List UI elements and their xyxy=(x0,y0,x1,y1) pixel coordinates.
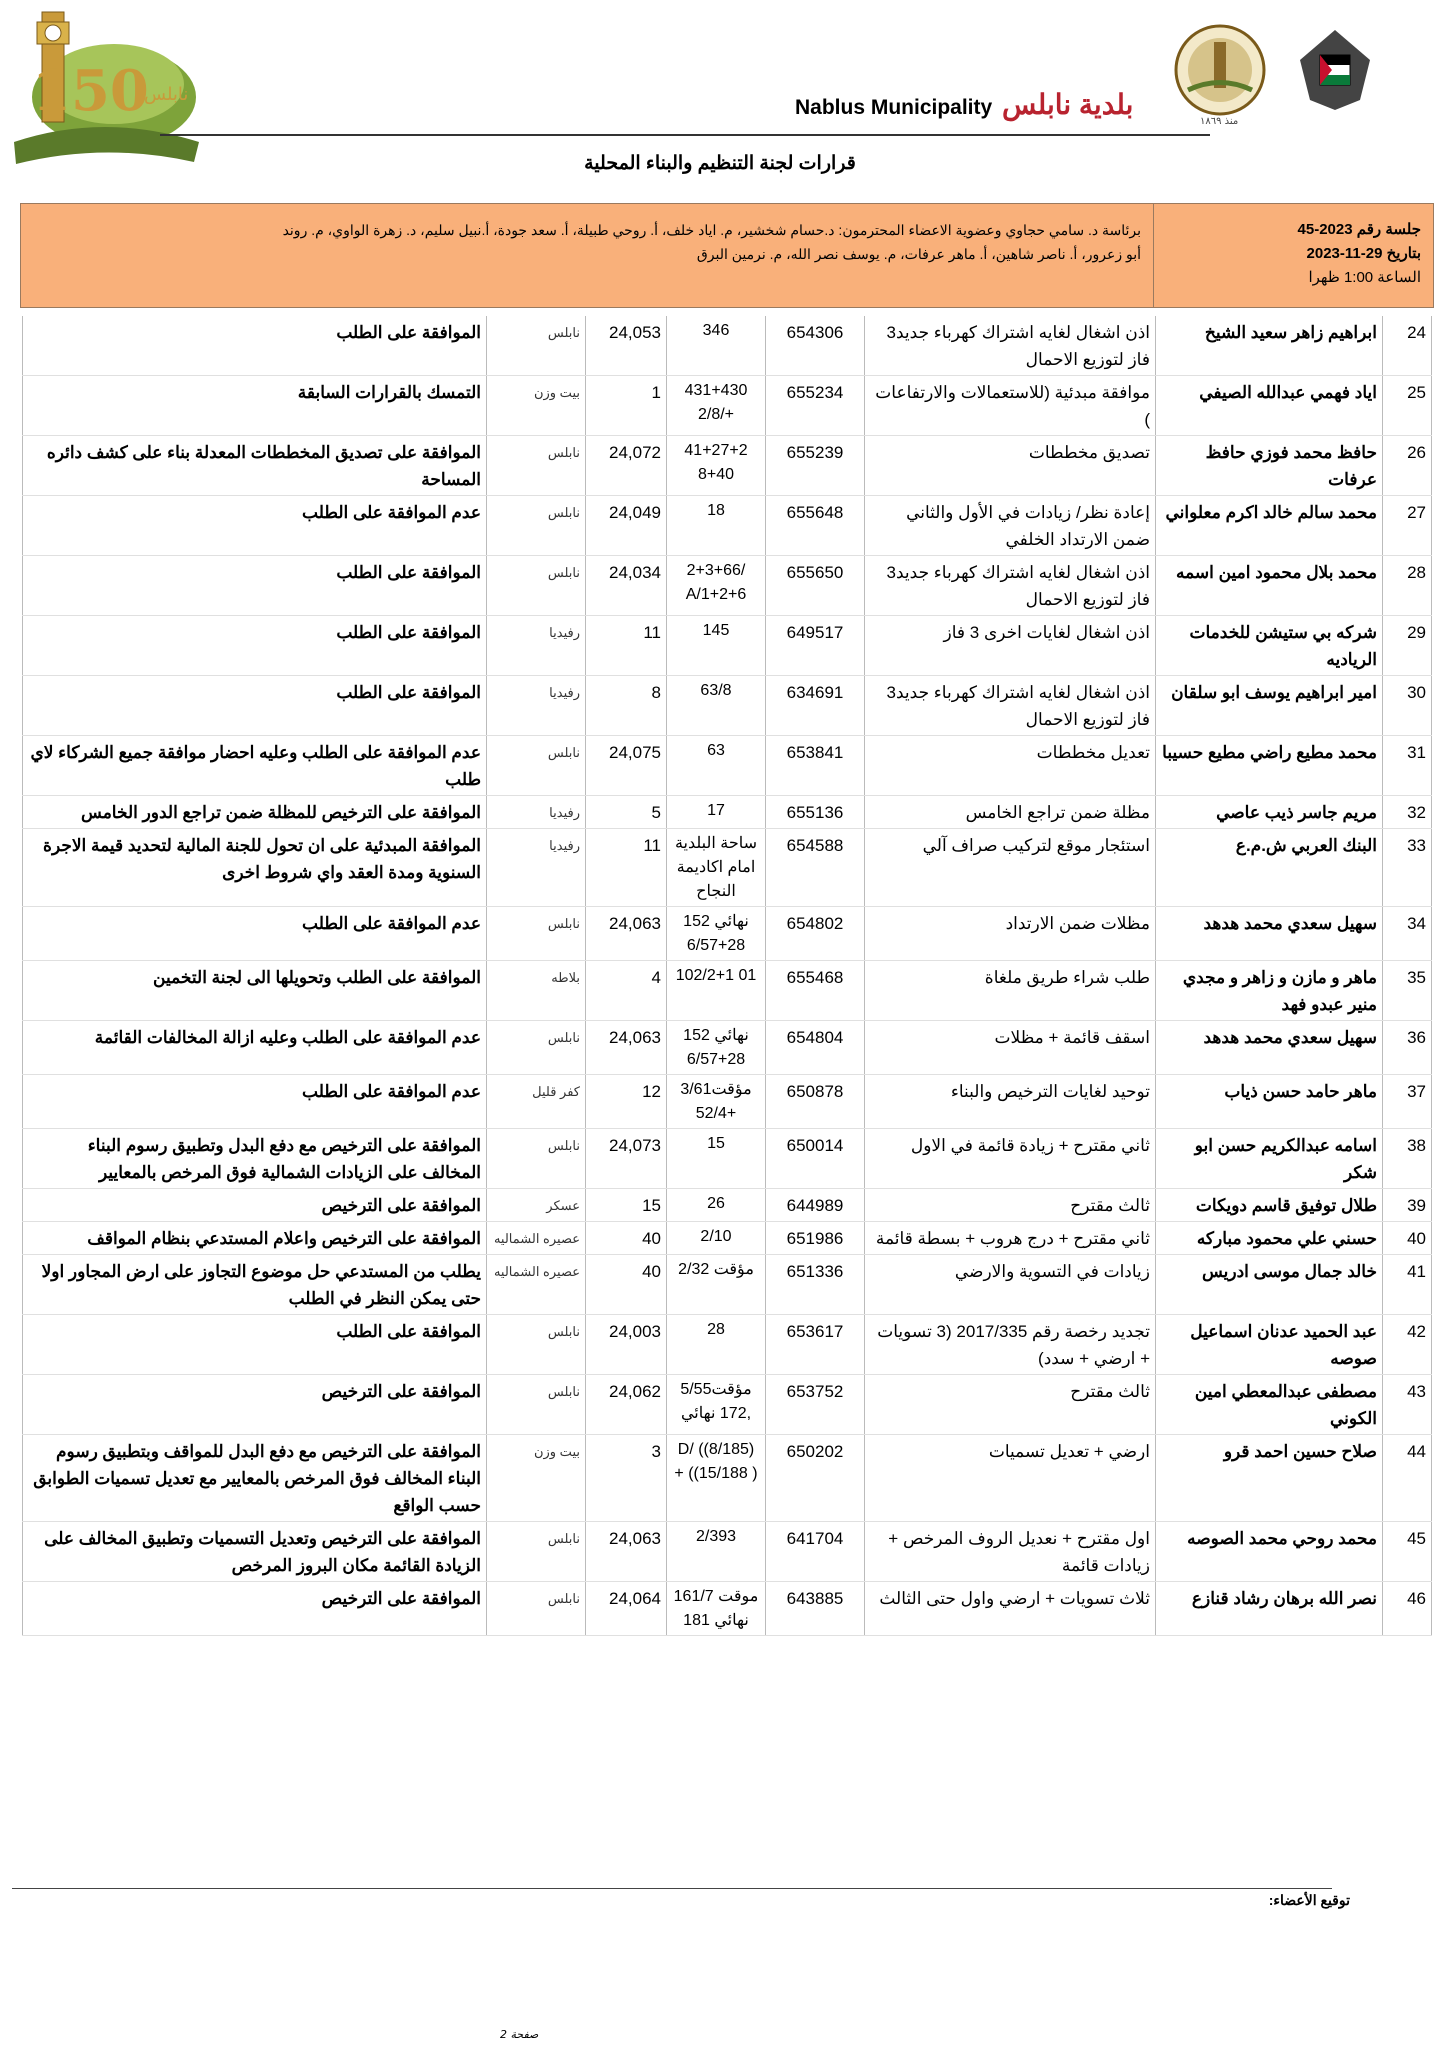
request-number: 650878 xyxy=(766,1075,865,1129)
brand-arabic: بلدية نابلس xyxy=(1002,89,1134,120)
basin-number: 24,063 xyxy=(586,1522,667,1582)
basin-number: 24,063 xyxy=(586,1021,667,1075)
request-number: 651986 xyxy=(766,1222,865,1255)
document-title: قرارات لجنة التنظيم والبناء المحلية xyxy=(584,153,856,174)
area-name: نابلس xyxy=(487,1522,586,1582)
parcel-number: 2/32 مؤقت xyxy=(667,1255,766,1315)
table-row xyxy=(23,316,1432,376)
basin-number: 3 xyxy=(586,1435,667,1522)
basin-number: 40 xyxy=(586,1222,667,1255)
session-time: الساعة 1:00 ظهرا xyxy=(1308,269,1421,286)
decisions-table-body xyxy=(23,316,1432,1636)
members-line-1: برئاسة د. سامي حجاوي وعضوية الاعضاء المحترمون: د.حسام شخشير، م. اياد خلف، أ. روحي طبيلة، أ. سعد جودة، أ.نبيل سليم، د. زهرة الواوي، م. روند xyxy=(282,222,1141,238)
basin-number: 24,062 xyxy=(586,1375,667,1435)
applicant-name: خالد جمال موسى ادريس xyxy=(1156,1255,1383,1315)
request-description: موافقة مبدئية (للاستعمالات والارتفاعات ) xyxy=(865,376,1156,436)
parcel-number: 18 xyxy=(667,496,766,556)
parcel-number: 41+27+2 8+40 xyxy=(667,436,766,496)
members-line-2: أبو زعرور، أ. ناصر شاهين، أ. ماهر عرفات، م. يوسف نصر الله، م. نرمين البرق xyxy=(696,246,1141,262)
basin-number: 5 xyxy=(586,796,667,829)
parcel-number: 26 xyxy=(667,1189,766,1222)
request-description: مظلات ضمن الارتداد xyxy=(865,907,1156,961)
basin-number: 12 xyxy=(586,1075,667,1129)
request-number: 653752 xyxy=(766,1375,865,1435)
request-description: ثاني مقترح + درج هروب + بسطة قائمة xyxy=(865,1222,1156,1255)
parcel-number: 63 xyxy=(667,736,766,796)
request-number: 655239 xyxy=(766,436,865,496)
request-description: ارضي + تعديل تسميات xyxy=(865,1435,1156,1522)
table-row xyxy=(23,1435,1432,1522)
parcel-number: 152 نهائي 28+6/57 xyxy=(667,907,766,961)
area-name: رفيديا xyxy=(487,829,586,907)
signatures-label: توقيع الأعضاء: xyxy=(1268,1892,1350,1908)
committee-decision: الموافقة على الترخيص xyxy=(23,1189,487,1222)
committee-decision: التمسك بالقرارات السابقة xyxy=(23,376,487,436)
applicant-name: محمد سالم خالد اكرم معلواني xyxy=(1156,496,1383,556)
area-name: رفيديا xyxy=(487,616,586,676)
basin-number: 4 xyxy=(586,961,667,1021)
applicant-name: محمد روحي محمد الصوصه xyxy=(1156,1522,1383,1582)
applicant-name: صلاح حسين احمد قرو xyxy=(1156,1435,1383,1522)
area-name: كفر قليل xyxy=(487,1075,586,1129)
table-row xyxy=(23,1582,1432,1636)
applicant-name: مريم جاسر ذيب عاصي xyxy=(1156,796,1383,829)
request-number: 655136 xyxy=(766,796,865,829)
session-info xyxy=(20,203,1434,308)
basin-number: 24,049 xyxy=(586,496,667,556)
brand-name xyxy=(795,88,1175,118)
committee-decision: الموافقة على الطلب وتحويلها الى لجنة التخمين xyxy=(23,961,487,1021)
table-row xyxy=(23,1129,1432,1189)
committee-decision: عدم الموافقة على الطلب xyxy=(23,496,487,556)
table-row xyxy=(23,1375,1432,1435)
area-name: نابلس xyxy=(487,556,586,616)
session-date: بتاريخ 29-11-2023 xyxy=(1306,245,1421,262)
area-name: نابلس xyxy=(487,736,586,796)
request-description: ثالث مقترح xyxy=(865,1189,1156,1222)
committee-decision: الموافقة المبدئية على ان تحول للجنة المالية لتحديد قيمة الاجرة السنوية ومدة العقد واي شروط اخرى xyxy=(23,829,487,907)
request-description: تعديل مخططات xyxy=(865,736,1156,796)
applicant-name: محمد مطيع راضي مطيع حسيبا xyxy=(1156,736,1383,796)
committee-decision: عدم الموافقة على الطلب xyxy=(23,1075,487,1129)
table-row xyxy=(23,1021,1432,1075)
area-name: بلاطه xyxy=(487,961,586,1021)
area-name: نابلس xyxy=(487,1021,586,1075)
committee-decision: عدم الموافقة على الطلب وعليه ازالة المخالفات القائمة xyxy=(23,1021,487,1075)
applicant-name: سهيل سعدي محمد هدهد xyxy=(1156,1021,1383,1075)
applicant-name: اسامه عبدالكريم حسن ابو شكر xyxy=(1156,1129,1383,1189)
committee-decision: الموافقة على الترخيص واعلام المستدعي بنظام المواقف xyxy=(23,1222,487,1255)
area-name: رفيديا xyxy=(487,676,586,736)
row-number: 31 xyxy=(1383,736,1432,796)
request-number: 655650 xyxy=(766,556,865,616)
area-name: بيت وزن xyxy=(487,376,586,436)
request-description: اذن اشغال لغايه اشتراك كهرباء جديد3 فاز لتوزيع الاحمال xyxy=(865,676,1156,736)
committee-decision: الموافقة على الطلب xyxy=(23,1315,487,1375)
committee-decision: الموافقة على الترخيص وتعديل التسميات وتطبيق المخالف على الزيادة القائمة مكان البروز المرخص xyxy=(23,1522,487,1582)
table-row xyxy=(23,556,1432,616)
area-name: نابلس xyxy=(487,316,586,376)
basin-number: 24,064 xyxy=(586,1582,667,1636)
row-number: 43 xyxy=(1383,1375,1432,1435)
applicant-name: سهيل سعدي محمد هدهد xyxy=(1156,907,1383,961)
request-number: 643885 xyxy=(766,1582,865,1636)
request-number: 653617 xyxy=(766,1315,865,1375)
row-number: 42 xyxy=(1383,1315,1432,1375)
row-number: 33 xyxy=(1383,829,1432,907)
applicant-name: ابراهيم زاهر سعيد الشيخ xyxy=(1156,316,1383,376)
parcel-number: 3/61مؤقت 52/4+ xyxy=(667,1075,766,1129)
basin-number: 24,063 xyxy=(586,907,667,961)
request-number: 634691 xyxy=(766,676,865,736)
basin-number: 24,034 xyxy=(586,556,667,616)
parcel-number: 2/393 xyxy=(667,1522,766,1582)
svg-text:150: 150 xyxy=(32,58,149,124)
parcel-number: 431+430 2/8/+ xyxy=(667,376,766,436)
table-row xyxy=(23,736,1432,796)
request-number: 655234 xyxy=(766,376,865,436)
parcel-number: 5/55مؤقت ,172 نهائي xyxy=(667,1375,766,1435)
request-number: 654306 xyxy=(766,316,865,376)
nablus-seal-icon xyxy=(1170,20,1270,120)
committee-decision: الموافقة على الطلب xyxy=(23,616,487,676)
applicant-name: شركه بي ستيشن للخدمات الرياديه xyxy=(1156,616,1383,676)
parcel-number: 102/2+1 01 xyxy=(667,961,766,1021)
request-description: ثلاث تسويات + ارضي واول حتى الثالث xyxy=(865,1582,1156,1636)
applicant-name: حافظ محمد فوزي حافظ عرفات xyxy=(1156,436,1383,496)
table-row xyxy=(23,1189,1432,1222)
request-description: استئجار موقع لتركيب صراف آلي xyxy=(865,829,1156,907)
row-number: 29 xyxy=(1383,616,1432,676)
request-description: ثالث مقترح xyxy=(865,1375,1156,1435)
request-description: توحيد لغايات الترخيص والبناء xyxy=(865,1075,1156,1129)
footer-divider xyxy=(12,1888,1332,1889)
page-number: صفحة 2 xyxy=(500,2028,539,2041)
applicant-name: امير ابراهيم يوسف ابو سلقان xyxy=(1156,676,1383,736)
applicant-name: مصطفى عبدالمعطي امين الكوني xyxy=(1156,1375,1383,1435)
committee-decision: الموافقة على تصديق المخططات المعدلة بناء على كشف دائره المساحة xyxy=(23,436,487,496)
committee-decision: الموافقة على الترخيص للمظلة ضمن تراجع الدور الخامس xyxy=(23,796,487,829)
area-name: عصيره الشماليه xyxy=(487,1255,586,1315)
parcel-number: 63/8 xyxy=(667,676,766,736)
session-members xyxy=(181,218,1141,266)
request-number: 655468 xyxy=(766,961,865,1021)
area-name: نابلس xyxy=(487,907,586,961)
row-number: 36 xyxy=(1383,1021,1432,1075)
parcel-number: 28 xyxy=(667,1315,766,1375)
basin-number: 15 xyxy=(586,1189,667,1222)
palestine-eagle-emblem xyxy=(1280,20,1390,120)
request-description: اذن اشغال لغايه اشتراك كهرباء جديد3 فاز لتوزيع الاحمال xyxy=(865,556,1156,616)
table-row xyxy=(23,1075,1432,1129)
request-description: اذن اشغال لغايات اخرى 3 فاز xyxy=(865,616,1156,676)
table-row xyxy=(23,1315,1432,1375)
area-name: رفيديا xyxy=(487,796,586,829)
table-row xyxy=(23,796,1432,829)
basin-number: 8 xyxy=(586,676,667,736)
area-name: بيت وزن xyxy=(487,1435,586,1522)
table-row xyxy=(23,436,1432,496)
table-row xyxy=(23,961,1432,1021)
table-row xyxy=(23,829,1432,907)
request-description: إعادة نظر/ زيادات في الأول والثاني ضمن الارتداد الخلفي xyxy=(865,496,1156,556)
committee-decision: الموافقة على الترخيص xyxy=(23,1582,487,1636)
table-row xyxy=(23,1255,1432,1315)
request-description: تجديد رخصة رقم 2017/335 (3 تسويات + ارضي + سدد) xyxy=(865,1315,1156,1375)
request-description: ثاني مقترح + زيادة قائمة في الاول xyxy=(865,1129,1156,1189)
applicant-name: ماهر و مازن و زاهر و مجدي منير عبدو فهد xyxy=(1156,961,1383,1021)
basin-number: 24,003 xyxy=(586,1315,667,1375)
committee-decision: الموافقة على الطلب xyxy=(23,556,487,616)
session-meta xyxy=(1153,204,1433,307)
area-name: نابلس xyxy=(487,1315,586,1375)
committee-decision: الموافقة على الترخيص مع دفع البدل للمواقف وبتطبيق رسوم البناء المخالف فوق المرخص بالمعايير مع تعديل تسميات الطوابق حسب الواقع xyxy=(23,1435,487,1522)
request-number: 651336 xyxy=(766,1255,865,1315)
request-description: تصديق مخططات xyxy=(865,436,1156,496)
row-number: 30 xyxy=(1383,676,1432,736)
request-number: 654588 xyxy=(766,829,865,907)
parcel-number: 152 نهائي 28+6/57 xyxy=(667,1021,766,1075)
request-number: 649517 xyxy=(766,616,865,676)
request-number: 650202 xyxy=(766,1435,865,1522)
applicant-name: اياد فهمي عبدالله الصيفي xyxy=(1156,376,1383,436)
basin-number: 1 xyxy=(586,376,667,436)
committee-decision: الموافقة على الطلب xyxy=(23,676,487,736)
area-name: نابلس xyxy=(487,1129,586,1189)
applicant-name: البنك العربي ش.م.ع xyxy=(1156,829,1383,907)
request-description: مظلة ضمن تراجع الخامس xyxy=(865,796,1156,829)
applicant-name: عبد الحميد عدنان اسماعيل صوصه xyxy=(1156,1315,1383,1375)
decisions-table xyxy=(22,316,1432,1636)
applicant-name: حسني علي محمود مباركه xyxy=(1156,1222,1383,1255)
row-number: 41 xyxy=(1383,1255,1432,1315)
request-number: 654804 xyxy=(766,1021,865,1075)
parcel-number: 15 xyxy=(667,1129,766,1189)
applicant-name: محمد بلال محمود امين اسمه xyxy=(1156,556,1383,616)
request-description: اذن اشغال لغايه اشتراك كهرباء جديد3 فاز لتوزيع الاحمال xyxy=(865,316,1156,376)
request-number: 644989 xyxy=(766,1189,865,1222)
table-row xyxy=(23,676,1432,736)
table-row xyxy=(23,907,1432,961)
basin-number: 24,075 xyxy=(586,736,667,796)
applicant-name: ماهر حامد حسن ذياب xyxy=(1156,1075,1383,1129)
logo-150-text: نابلس xyxy=(144,84,189,105)
request-number: 650014 xyxy=(766,1129,865,1189)
row-number: 44 xyxy=(1383,1435,1432,1522)
parcel-number: 145 xyxy=(667,616,766,676)
parcel-number: 2/10 xyxy=(667,1222,766,1255)
row-number: 26 xyxy=(1383,436,1432,496)
anniversary-150-logo xyxy=(4,2,204,177)
applicant-name: نصر الله برهان رشاد قنازع xyxy=(1156,1582,1383,1636)
basin-number: 24,072 xyxy=(586,436,667,496)
header-divider xyxy=(160,134,1210,136)
row-number: 34 xyxy=(1383,907,1432,961)
request-description: اسقف قائمة + مظلات xyxy=(865,1021,1156,1075)
applicant-name: طلال توفيق قاسم دويكات xyxy=(1156,1189,1383,1222)
area-name: نابلس xyxy=(487,496,586,556)
row-number: 25 xyxy=(1383,376,1432,436)
request-description: زيادات في التسوية والارضي xyxy=(865,1255,1156,1315)
row-number: 35 xyxy=(1383,961,1432,1021)
basin-number: 24,053 xyxy=(586,316,667,376)
basin-number: 24,073 xyxy=(586,1129,667,1189)
row-number: 24 xyxy=(1383,316,1432,376)
parcel-number: D/ ((8/185) + ((15/188 ) xyxy=(667,1435,766,1522)
area-name: عصيره الشماليه xyxy=(487,1222,586,1255)
committee-decision: الموافقة على الطلب xyxy=(23,316,487,376)
municipality-logos xyxy=(790,20,1390,140)
parcel-number: 161/7 موقت نهائي 181 xyxy=(667,1582,766,1636)
parcel-number: 2+3+66/ A/1+2+6 xyxy=(667,556,766,616)
committee-decision: الموافقة على الترخيص xyxy=(23,1375,487,1435)
brand-english: Nablus Municipality xyxy=(795,96,993,119)
row-number: 39 xyxy=(1383,1189,1432,1222)
basin-number: 40 xyxy=(586,1255,667,1315)
row-number: 28 xyxy=(1383,556,1432,616)
table-row xyxy=(23,1522,1432,1582)
table-row xyxy=(23,376,1432,436)
row-number: 27 xyxy=(1383,496,1432,556)
row-number: 46 xyxy=(1383,1582,1432,1636)
session-number: جلسة رقم 2023-45 xyxy=(1297,221,1421,238)
row-number: 45 xyxy=(1383,1522,1432,1582)
request-number: 653841 xyxy=(766,736,865,796)
parcel-number: 346 xyxy=(667,316,766,376)
row-number: 40 xyxy=(1383,1222,1432,1255)
brand-since: منذ ١٨٦٩ xyxy=(1200,116,1239,127)
request-description: طلب شراء طريق ملغاة xyxy=(865,961,1156,1021)
committee-decision: يطلب من المستدعي حل موضوع التجاوز على ارض المجاور اولا حتى يمكن النظر في الطلب xyxy=(23,1255,487,1315)
area-name: عسكر xyxy=(487,1189,586,1222)
committee-decision: عدم الموافقة على الطلب xyxy=(23,907,487,961)
row-number: 37 xyxy=(1383,1075,1432,1129)
request-number: 654802 xyxy=(766,907,865,961)
row-number: 32 xyxy=(1383,796,1432,829)
area-name: نابلس xyxy=(487,1375,586,1435)
request-number: 641704 xyxy=(766,1522,865,1582)
committee-decision: الموافقة على الترخيص مع دفع البدل وتطبيق رسوم البناء المخالف على الزيادات الشمالية فوق المرخص بالمعايير xyxy=(23,1129,487,1189)
parcel-number: ساحة البلدية امام اكاديمة النجاح xyxy=(667,829,766,907)
basin-number: 11 xyxy=(586,829,667,907)
area-name: نابلس xyxy=(487,436,586,496)
table-row xyxy=(23,616,1432,676)
committee-decision: عدم الموافقة على الطلب وعليه احضار موافقة جميع الشركاء لاي طلب xyxy=(23,736,487,796)
basin-number: 11 xyxy=(586,616,667,676)
row-number: 38 xyxy=(1383,1129,1432,1189)
request-description: اول مقترح + نعديل الروف المرخص + زيادات قائمة xyxy=(865,1522,1156,1582)
request-number: 655648 xyxy=(766,496,865,556)
table-row xyxy=(23,496,1432,556)
table-row xyxy=(23,1222,1432,1255)
parcel-number: 17 xyxy=(667,796,766,829)
area-name: نابلس xyxy=(487,1582,586,1636)
